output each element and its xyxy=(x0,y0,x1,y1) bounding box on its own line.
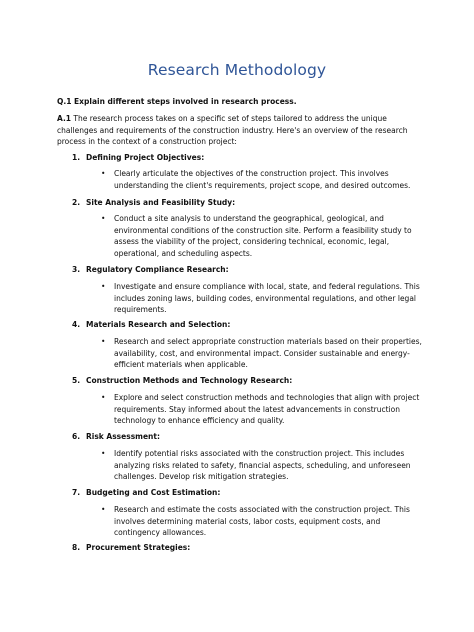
step-heading xyxy=(72,376,292,385)
page-title: Research Methodology xyxy=(147,61,327,79)
step-heading xyxy=(72,265,229,274)
bullet-icon: • xyxy=(101,393,106,402)
step-description: Clearly articulate the objectives of the construction project. This involves understanding the client's requirements, project scope, and desired outcomes. xyxy=(114,169,411,190)
step-heading xyxy=(72,488,220,497)
bullet-icon: • xyxy=(101,214,106,223)
step-title: Site Analysis and Feasibility Study: xyxy=(86,198,236,207)
step-heading xyxy=(72,543,190,552)
step-title: Risk Assessment: xyxy=(86,432,160,441)
step-number: 3. xyxy=(72,265,81,274)
step-heading xyxy=(72,320,230,329)
bullet-icon: • xyxy=(101,337,106,346)
step-description: Research and select appropriate construction materials based on their properties, availability, cost, and environmental impact. Consider sustainable and energy-efficient materials when applicable. xyxy=(114,337,422,370)
step-description: Explore and select construction methods and technologies that align with project requirements. Stay informed about the latest advancements in construction technology to enhance efficiency and quality. xyxy=(114,393,420,426)
step-description: Research and estimate the costs associated with the construction project. This involves determining material costs, labor costs, equipment costs, and contingency allowances. xyxy=(114,505,410,538)
step-title: Defining Project Objectives: xyxy=(86,153,205,162)
step-heading xyxy=(72,198,235,207)
step-title: Construction Methods and Technology Research: xyxy=(86,376,293,385)
step-heading xyxy=(72,153,204,162)
step-number: 2. xyxy=(72,198,81,207)
bullet-icon: • xyxy=(101,505,106,514)
step-number: 4. xyxy=(72,320,81,329)
step-number: 6. xyxy=(72,432,81,441)
step-title: Procurement Strategies: xyxy=(86,543,191,552)
answer-paragraph xyxy=(57,113,422,148)
answer-label: A.1 xyxy=(57,114,72,123)
bullet-icon: • xyxy=(101,169,106,178)
answer-text: The research process takes on a specific set of steps tailored to address the unique challenges and requirements of the construction industry. Here's an overview of the research process in the context of a construction project: xyxy=(57,114,408,147)
bullet-icon: • xyxy=(101,282,106,291)
step-description: Identify potential risks associated with the construction project. This includes analyzing risks related to safety, financial aspects, scheduling, and unforeseen challenges. Develop risk mitigation strategies. xyxy=(114,449,411,482)
step-title: Regulatory Compliance Research: xyxy=(86,265,229,274)
step-number: 5. xyxy=(72,376,81,385)
step-title: Budgeting and Cost Estimation: xyxy=(86,488,221,497)
step-description: Conduct a site analysis to understand the geographical, geological, and environmental conditions of the construction site. Perform a feasibility study to assess the viability of the project, considering technical, economic, legal, operational, and scheduling aspects. xyxy=(114,214,412,258)
step-number: 7. xyxy=(72,488,81,497)
step-number: 8. xyxy=(72,543,81,552)
step-heading xyxy=(72,432,160,441)
question-heading: Q.1 Explain different steps involved in research process. xyxy=(57,97,297,106)
step-title: Materials Research and Selection: xyxy=(86,320,231,329)
step-number: 1. xyxy=(72,153,81,162)
step-description: Investigate and ensure compliance with local, state, and federal regulations. This includes zoning laws, building codes, environmental regulations, and other legal requirements. xyxy=(114,282,420,315)
bullet-icon: • xyxy=(101,449,106,458)
